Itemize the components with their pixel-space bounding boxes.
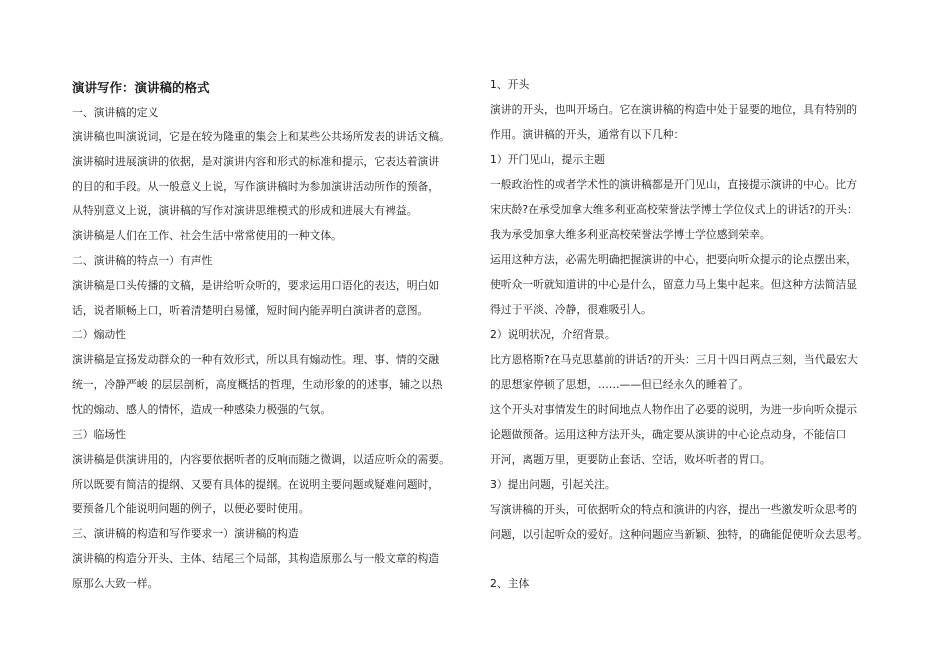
paragraph-line: 宋庆龄?在承受加拿大维多利亚高校荣誉法学博士学位仪式上的讲话?的开头： <box>490 203 858 216</box>
paragraph-line: 比方恩格斯?在马克思墓前的讲话?的开头：三月十四日两点三刻，当代最宏大 <box>490 353 858 366</box>
paragraph-line: 演讲稿是口头传播的文稿，是讲给听众听的，要求运用口语化的表达，明白如 <box>72 279 440 292</box>
paragraph-line: 原那么大致一样。 <box>72 577 159 590</box>
paragraph-line: 演讲稿是供演讲用的，内容要依据听者的反响而随之微调，以适应听众的需要。 <box>72 453 450 466</box>
paragraph-line: 演讲稿的构造分开头、主体、结尾三个局部，其构造原那么与一般文章的构造 <box>72 552 440 565</box>
paragraph-line: 的思想家停顿了思想，……——但已经永久的睡着了。 <box>490 378 750 391</box>
paragraph-line: 忱的煽动、感人的情怀，造成一种感染力极强的气氛。 <box>72 403 332 416</box>
paragraph-line: 写演讲稿的开头，可依据听众的特点和演讲的内容，提出一些激发听众思考的 <box>490 503 858 516</box>
paragraph-line: 所以既要有简洁的提纲、又要有具体的提纲。在说明主要问题或疑难问题时， <box>72 478 440 491</box>
section-heading: 2、主体 <box>490 577 530 590</box>
paragraph-line: 开河，离题万里，更要防止套话、空话，败坏听者的胃口。 <box>490 453 771 466</box>
paragraph-line: 运用这种方法，必需先明确把握演讲的中心，把要向听众提示的论点摆出来， <box>490 253 858 266</box>
paragraph-line: 演讲的开头，也叫开场白。它在演讲稿的构造中处于显要的地位，具有特别的 <box>490 103 858 116</box>
section-heading: 1）开门见山，提示主题 <box>490 153 605 166</box>
paragraph-line: 这个开头对事情发生的时间地点人物作出了必要的说明，为进一步向听众提示 <box>490 403 858 416</box>
paragraph-line: 要预备几个能说明问题的例子，以便必要时使用。 <box>72 502 310 515</box>
paragraph-line: 从特别意义上说，演讲稿的写作对演讲思维模式的形成和进展大有裨益。 <box>72 204 418 217</box>
section-heading: 3）提出问题，引起关注。 <box>490 478 616 491</box>
paragraph-line: 演讲稿是人们在工作、社会生活中常常使用的一种文体。 <box>72 229 342 242</box>
section-heading: 二、演讲稿的特点一）有声性 <box>72 254 213 267</box>
paragraph-line: 一般政治性的或者学术性的演讲稿都是开门见山，直接提示演讲的中心。比方 <box>490 178 858 191</box>
section-heading: 三、演讲稿的构造和写作要求一）演讲稿的构造 <box>72 527 299 540</box>
section-heading: 二）煽动性 <box>72 328 126 341</box>
document-title: 演讲写作：演讲稿的格式 <box>72 80 210 95</box>
paragraph-line: 的目的和手段。从一般意义上说，写作演讲稿时为参加演讲活动所作的预备， <box>72 180 440 193</box>
paragraph-line: 论题做预备。运用这种方法开头，确定要从演讲的中心论点动身，不能信口 <box>490 428 847 441</box>
paragraph-line: 使听众一听就知道讲的中心是什么，留意力马上集中起来。但这种方法简洁显 <box>490 278 858 291</box>
paragraph-line: 作用。演讲稿的开头，通常有以下几种： <box>490 128 685 141</box>
section-heading: 1、开头 <box>490 78 530 91</box>
paragraph-line: 演讲稿是宣扬发动群众的一种有效形式，所以具有煽动性。理、事、情的交融 <box>72 353 440 366</box>
section-heading: 一、演讲稿的定义 <box>72 106 159 119</box>
paragraph-line: 话，说者顺畅上口，听着清楚明白易懂，短时间内能弄明白演讲者的意图。 <box>72 304 429 317</box>
paragraph-line: 得过于平淡、冷静，很难吸引人。 <box>490 303 652 316</box>
paragraph-line: 演讲稿时进展演讲的依据，是对演讲内容和形式的标准和提示，它表达着演讲 <box>72 155 440 168</box>
section-heading: 2）说明状况，介绍背景。 <box>490 328 616 341</box>
paragraph-line: 问题，以引起听众的爱好。这种问题应当新颖、独特，的确能促使听众去思考。 <box>490 528 868 541</box>
paragraph-line: 统一，冷静严峻 的层层剖析，高度概括的哲理，生动形象的的述事，辅之以热 <box>72 378 443 391</box>
section-heading: 三）临场性 <box>72 428 126 441</box>
paragraph-line: 我为承受加拿大维多利亚高校荣誉法学博士学位感到荣幸。 <box>490 228 771 241</box>
paragraph-line: 演讲稿也叫演说词，它是在较为隆重的集会上和某些公共场所发表的讲话文稿。 <box>72 130 450 143</box>
